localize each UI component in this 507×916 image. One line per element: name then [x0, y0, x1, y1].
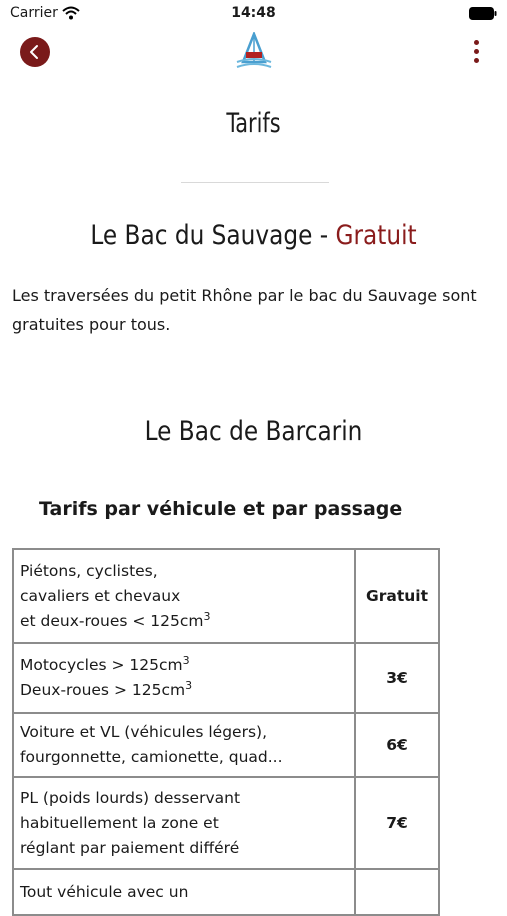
vertical-dots-icon: [471, 40, 481, 63]
row-description: [13, 643, 355, 713]
superscript-unit: 3: [185, 678, 193, 692]
row-description-line: [20, 745, 348, 770]
sauvage-description: Les traversées du petit Rhône par le bac du Sauvage sont gratuites pour tous.: [12, 286, 477, 334]
row-description-text: habituellement la zone et: [20, 813, 219, 832]
row-description-text: fourgonnette, camionette, quad...: [20, 748, 283, 766]
row-description-text: Piétons, cyclistes,: [20, 561, 158, 580]
row-description-line: [20, 559, 348, 584]
tariffs-subheading: Tarifs par véhicule et par passage: [39, 498, 403, 520]
table-row: [13, 549, 439, 643]
row-description-text: réglant par paiement différé: [20, 838, 240, 857]
page-title: Tarifs: [226, 108, 281, 139]
row-description-line: [20, 786, 348, 811]
superscript-unit: 3: [182, 653, 190, 667]
section-title-accent: Gratuit: [335, 220, 417, 251]
row-description-line: [20, 609, 348, 634]
row-description-text: Tout véhicule avec un: [20, 882, 189, 901]
chevron-left-icon: [20, 37, 50, 67]
row-description-line: [20, 653, 348, 678]
tariffs-table: [12, 548, 440, 916]
section-title-sauvage: [35, 220, 471, 251]
row-description-line: [20, 584, 348, 609]
row-description-text: PL (poids lourds) desservant: [20, 788, 241, 807]
row-description: [13, 713, 355, 777]
superscript-unit: 3: [203, 609, 211, 623]
section-title-barcarin: Le Bac de Barcarin: [144, 416, 363, 447]
row-price: 7€: [355, 777, 439, 869]
row-description-text: Motocycles > 125cm: [20, 656, 183, 674]
row-description: [13, 869, 355, 915]
title-divider: [181, 182, 329, 183]
table-row: [13, 777, 439, 869]
row-price: 6€: [355, 713, 439, 777]
row-description-line: [20, 720, 348, 745]
status-bar: [0, 0, 507, 28]
row-description-text: et deux-roues < 125cm: [20, 611, 204, 630]
row-price: 3€: [355, 643, 439, 713]
nav-bar: [0, 30, 507, 78]
table-row: [13, 713, 439, 777]
menu-button[interactable]: [471, 40, 481, 66]
app-logo: [233, 32, 275, 78]
row-description-line: [20, 678, 348, 703]
back-button[interactable]: [20, 37, 50, 67]
row-description-text: Voiture et VL (véhicules légers),: [20, 723, 268, 741]
row-description-text: cavaliers et chevaux: [20, 586, 181, 605]
row-description-line: [20, 811, 348, 836]
status-time: 14:48: [231, 5, 276, 21]
row-price: Gratuit: [355, 549, 439, 643]
row-description-text: Deux-roues > 125cm: [20, 681, 186, 699]
row-description: [13, 549, 355, 643]
section-title-text: Le Bac du Sauvage -: [90, 220, 336, 251]
table-row: [13, 869, 439, 915]
row-description: [13, 777, 355, 869]
row-description-line: [20, 880, 348, 905]
row-price: [355, 869, 439, 915]
table-row: [13, 643, 439, 713]
row-description-line: [20, 836, 348, 861]
battery-icon: [469, 7, 497, 24]
carrier-label: Carrier: [10, 5, 58, 21]
